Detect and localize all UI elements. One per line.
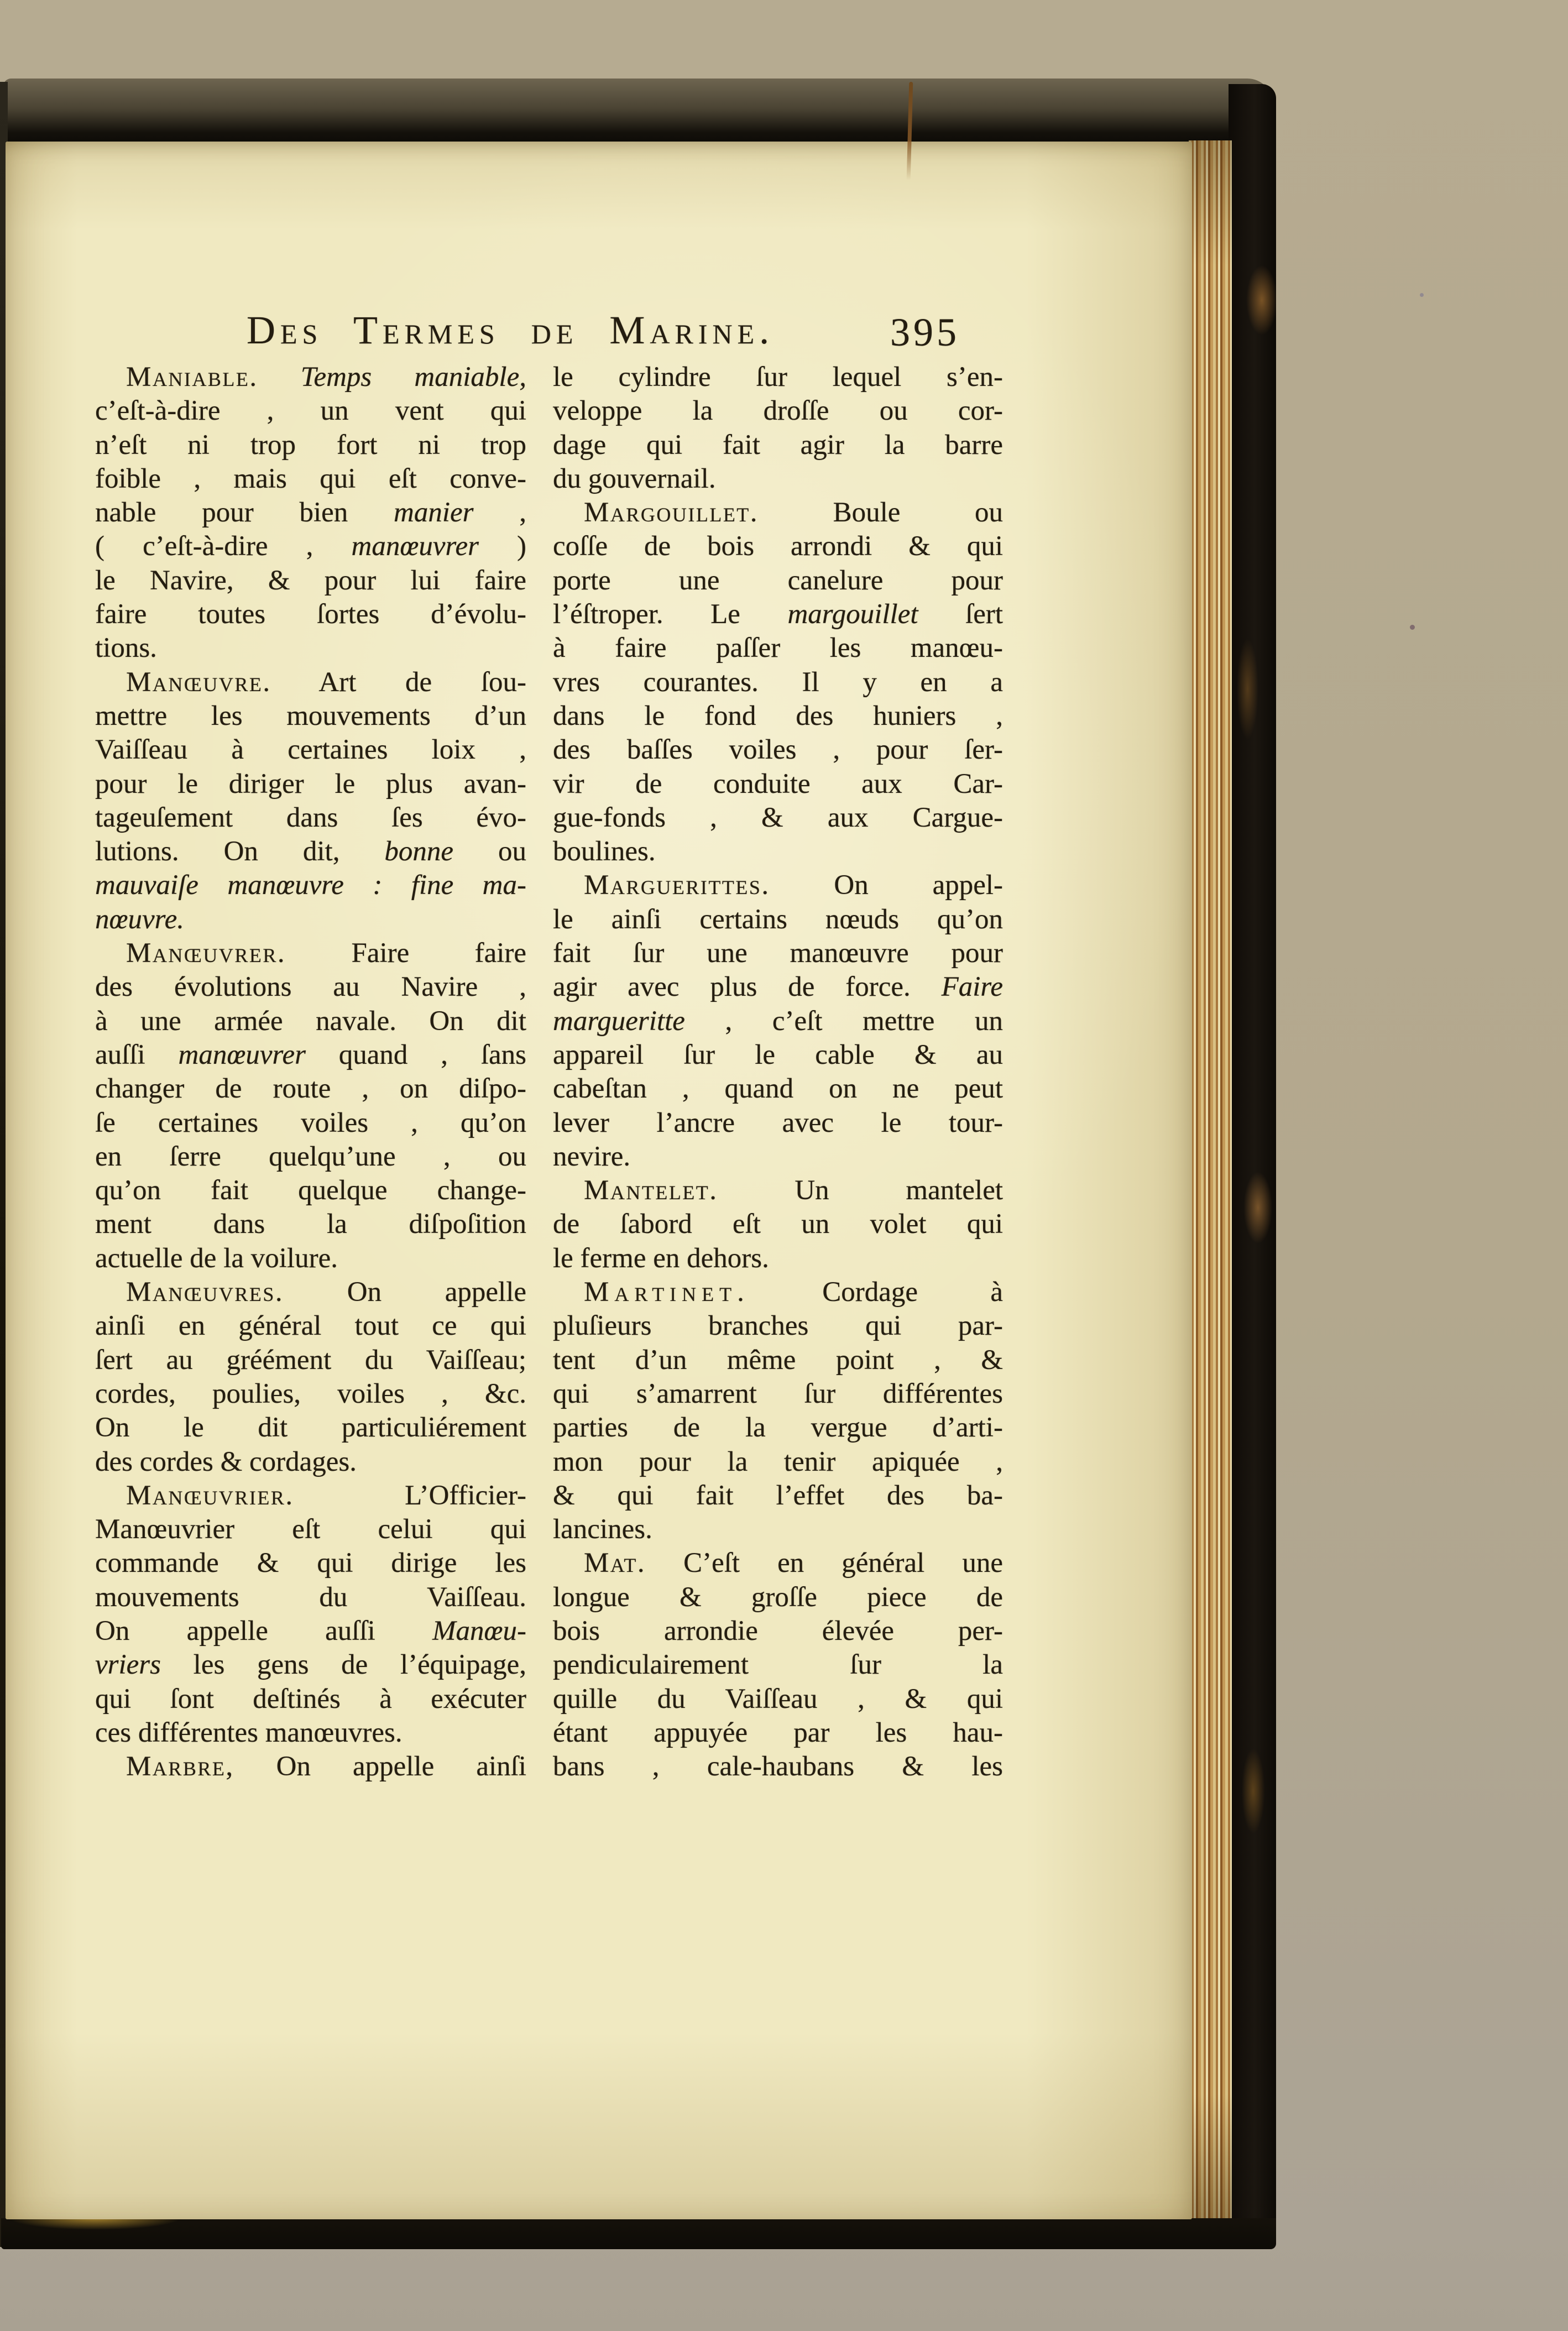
text-line bbox=[553, 1614, 1003, 1648]
text-segment: étant appuyée par les hau- bbox=[553, 1717, 1003, 1748]
text-segment: On appelle bbox=[284, 1277, 526, 1308]
text-line bbox=[553, 1581, 1003, 1614]
text-segment: lever l’ancre avec le tour- bbox=[553, 1107, 1003, 1138]
text-segment: Faire bbox=[941, 971, 1003, 1003]
text-line bbox=[553, 835, 1003, 869]
text-segment: vriers bbox=[95, 1649, 161, 1681]
text-segment: les gens de l’équipage, bbox=[160, 1649, 526, 1681]
text-line bbox=[95, 1648, 526, 1682]
text-segment: changer de route , on diſpo- bbox=[95, 1073, 526, 1105]
text-segment: ainſi en général tout ce qui bbox=[95, 1310, 526, 1342]
text-line bbox=[553, 1546, 1003, 1580]
text-segment: commande & qui dirige les bbox=[95, 1548, 526, 1579]
text-segment: bonne bbox=[384, 836, 454, 867]
text-segment: manier bbox=[394, 497, 474, 529]
text-segment: ) bbox=[478, 531, 526, 562]
text-segment: Boule ou bbox=[759, 497, 1003, 529]
headword: Mat. bbox=[584, 1548, 646, 1579]
text-column-right bbox=[553, 360, 1003, 1784]
text-line bbox=[95, 869, 526, 902]
text-segment: à faire paſſer les manœu- bbox=[553, 633, 1003, 664]
text-segment: L’Officier- bbox=[294, 1480, 526, 1511]
text-line bbox=[553, 1309, 1003, 1343]
text-segment: porte une canelure pour bbox=[553, 565, 1003, 596]
text-line bbox=[553, 1750, 1003, 1784]
text-line bbox=[95, 530, 526, 563]
text-line bbox=[553, 1276, 1003, 1309]
paper-speck bbox=[1410, 625, 1415, 630]
text-segment: , bbox=[473, 497, 527, 529]
text-segment: Cordage à bbox=[749, 1277, 1003, 1308]
text-line bbox=[95, 360, 526, 394]
text-line bbox=[95, 1377, 526, 1411]
text-segment: margueritte bbox=[553, 1005, 685, 1037]
text-line bbox=[95, 1106, 526, 1140]
text-line bbox=[95, 970, 526, 1004]
text-line bbox=[95, 1513, 526, 1546]
text-line bbox=[95, 1208, 526, 1241]
text-line bbox=[553, 1682, 1003, 1716]
text-segment: coſſe de bois arrondi & qui bbox=[553, 531, 1003, 562]
text-segment: nable pour bien bbox=[95, 497, 394, 529]
text-segment: à une armée navale. On dit bbox=[95, 1005, 526, 1037]
text-segment: des évolutions au Navire , bbox=[95, 971, 526, 1003]
text-line bbox=[95, 1682, 526, 1716]
text-line bbox=[95, 1038, 526, 1072]
text-line bbox=[95, 564, 526, 598]
text-segment: pluſieurs branches qui par- bbox=[553, 1310, 1003, 1342]
text-line bbox=[95, 767, 526, 801]
text-segment: Faire faire bbox=[286, 938, 526, 969]
text-line bbox=[553, 1174, 1003, 1208]
text-segment: ( c’eſt-à-dire , bbox=[95, 531, 352, 562]
text-segment: mon pour la tenir apiquée , bbox=[553, 1446, 1003, 1477]
text-segment: cabeſtan , quand on ne peut bbox=[553, 1073, 1003, 1105]
text-line bbox=[553, 970, 1003, 1004]
headword: Martinet. bbox=[584, 1277, 750, 1308]
text-segment: pendiculairement ſur la bbox=[553, 1649, 1003, 1681]
text-segment: tions. bbox=[95, 633, 157, 664]
text-line bbox=[553, 1038, 1003, 1072]
text-line bbox=[95, 428, 526, 462]
text-line bbox=[95, 1581, 526, 1614]
text-line bbox=[553, 1344, 1003, 1377]
text-column-left bbox=[95, 360, 526, 1784]
text-segment: , c’eſt mettre un bbox=[684, 1005, 1003, 1037]
text-segment: c’eſt-à-dire , un vent qui bbox=[95, 395, 526, 427]
text-segment: boulines. bbox=[553, 836, 656, 867]
text-segment: appareil ſur le cable & au bbox=[553, 1039, 1003, 1070]
text-line bbox=[553, 1513, 1003, 1546]
text-segment: On le dit particuliérement bbox=[95, 1412, 526, 1444]
text-segment: ment dans la diſpoſition bbox=[95, 1209, 526, 1240]
book-page bbox=[6, 142, 1192, 2219]
text-segment: ſe certaines voiles , qu’on bbox=[95, 1107, 526, 1138]
text-line bbox=[553, 1072, 1003, 1106]
text-segment: Art de ſou- bbox=[271, 666, 526, 698]
text-segment: lutions. On dit, bbox=[95, 836, 385, 867]
text-segment: mauvaiſe manœuvre : fine ma- bbox=[95, 870, 526, 901]
text-line bbox=[95, 666, 526, 699]
text-segment: longue & groſſe piece de bbox=[553, 1581, 1003, 1613]
text-segment: Un mantelet bbox=[718, 1175, 1003, 1206]
text-line bbox=[553, 767, 1003, 801]
text-segment: C’eſt en général une bbox=[646, 1548, 1003, 1579]
text-segment: auſſi bbox=[95, 1039, 179, 1070]
text-line bbox=[95, 1614, 526, 1648]
headword: Maniable. bbox=[126, 362, 258, 393]
text-line bbox=[553, 462, 1003, 496]
text-line bbox=[95, 1479, 526, 1513]
text-line bbox=[95, 1716, 526, 1750]
text-segment: qui s’amarrent ſur différentes bbox=[553, 1378, 1003, 1409]
text-line bbox=[553, 1377, 1003, 1411]
text-segment: actuelle de la voilure. bbox=[95, 1242, 338, 1274]
text-segment: & qui fait l’effet des ba- bbox=[553, 1480, 1003, 1511]
text-segment: du gouvernail. bbox=[553, 463, 716, 494]
text-segment: manœuvrer bbox=[178, 1039, 306, 1070]
text-segment: mouvements du Vaiſſeau. bbox=[95, 1581, 526, 1613]
text-line bbox=[95, 1242, 526, 1276]
text-line bbox=[553, 666, 1003, 699]
text-line bbox=[553, 699, 1003, 733]
text-segment: ou bbox=[453, 836, 527, 867]
headword: Manœuvrier. bbox=[126, 1480, 294, 1511]
text-line bbox=[553, 1106, 1003, 1140]
text-segment: le Navire, & pour lui faire bbox=[95, 565, 526, 596]
text-segment: mettre les mouvements d’un bbox=[95, 700, 526, 731]
headword: Manœuvre. bbox=[126, 666, 271, 698]
text-line bbox=[553, 394, 1003, 428]
text-line bbox=[553, 1479, 1003, 1513]
page-number: 395 bbox=[890, 310, 960, 354]
book-cover-right-edge bbox=[1229, 84, 1276, 2245]
text-segment: ſert au gréément du Vaiſſeau; bbox=[95, 1344, 526, 1376]
text-line bbox=[553, 496, 1003, 530]
text-segment: On appel- bbox=[770, 870, 1003, 901]
text-segment: de ſabord eſt un volet qui bbox=[553, 1209, 1003, 1240]
text-line bbox=[95, 1445, 526, 1479]
text-segment: des cordes & cordages. bbox=[95, 1446, 357, 1477]
text-line bbox=[553, 530, 1003, 563]
text-line bbox=[553, 631, 1003, 665]
text-segment: Manœuvrier eſt celui qui bbox=[95, 1514, 526, 1545]
text-segment: vres courantes. Il y en a bbox=[553, 666, 1003, 698]
text-line bbox=[553, 903, 1003, 937]
text-segment: nevire. bbox=[553, 1141, 631, 1172]
text-line bbox=[95, 801, 526, 835]
text-segment: bans , cale-haubans & les bbox=[553, 1751, 1003, 1783]
text-line bbox=[95, 462, 526, 496]
text-segment: lancines. bbox=[553, 1514, 652, 1545]
book-cover-bottom-edge bbox=[1, 2218, 1276, 2249]
text-segment: des baſſes voiles , pour ſer- bbox=[553, 734, 1003, 766]
headword: Marguerittes. bbox=[584, 870, 770, 901]
text-segment: gue-fonds , & aux Cargue- bbox=[553, 802, 1003, 833]
text-segment: On appelle ainſi bbox=[234, 1751, 526, 1783]
text-segment: tageuſement dans ſes évo- bbox=[95, 802, 526, 833]
text-line bbox=[553, 1445, 1003, 1479]
text-segment: n’eſt ni trop fort ni trop bbox=[95, 429, 526, 461]
text-segment: manœuvrer bbox=[351, 531, 479, 562]
text-line bbox=[95, 1750, 526, 1784]
running-header-title: Des Termes de Marine. bbox=[247, 308, 775, 352]
text-line bbox=[95, 1411, 526, 1445]
text-segment: quand , ſans bbox=[305, 1039, 526, 1070]
text-segment: foible , mais qui eſt conve- bbox=[95, 463, 526, 494]
text-line bbox=[95, 1344, 526, 1377]
headword: Marbre, bbox=[126, 1751, 234, 1783]
text-segment: veloppe la droſſe ou cor- bbox=[553, 395, 1003, 427]
text-segment: Temps maniable, bbox=[258, 362, 526, 393]
text-line bbox=[553, 428, 1003, 462]
text-segment: dans le fond des huniers , bbox=[553, 700, 1003, 731]
text-segment: dage qui fait agir la barre bbox=[553, 429, 1003, 461]
text-line bbox=[553, 1208, 1003, 1241]
headword: Manœuvrer. bbox=[126, 938, 286, 969]
text-line bbox=[95, 496, 526, 530]
text-segment: Manœu- bbox=[432, 1615, 526, 1647]
text-line bbox=[553, 1242, 1003, 1276]
text-line bbox=[553, 1716, 1003, 1750]
text-line bbox=[553, 733, 1003, 767]
text-segment: le ainſi certains nœuds qu’on bbox=[553, 903, 1003, 935]
text-segment: Vaiſſeau à certaines loix , bbox=[95, 734, 526, 766]
headword: Manœuvres. bbox=[126, 1277, 284, 1308]
text-line bbox=[95, 699, 526, 733]
text-line bbox=[553, 1140, 1003, 1174]
text-line bbox=[553, 1005, 1003, 1038]
text-line bbox=[553, 801, 1003, 835]
text-line bbox=[95, 1005, 526, 1038]
text-segment: faire toutes ſortes d’évolu- bbox=[95, 599, 526, 630]
text-segment: On appelle auſſi bbox=[95, 1615, 433, 1647]
text-segment: pour le diriger le plus avan- bbox=[95, 768, 526, 799]
text-segment: bois arrondie élevée per- bbox=[553, 1615, 1003, 1647]
text-line bbox=[553, 937, 1003, 970]
text-segment: le ferme en dehors. bbox=[553, 1242, 769, 1274]
text-segment: vir de conduite aux Car- bbox=[553, 768, 1003, 799]
text-line bbox=[553, 1648, 1003, 1682]
text-line bbox=[95, 1309, 526, 1343]
text-line bbox=[553, 598, 1003, 631]
paper-speck bbox=[1420, 293, 1424, 297]
text-segment: en ſerre quelqu’une , ou bbox=[95, 1141, 526, 1172]
text-segment: qui ſont deſtinés à exécuter bbox=[95, 1683, 526, 1715]
text-line bbox=[95, 1276, 526, 1309]
text-segment: qu’on fait quelque change- bbox=[95, 1175, 526, 1206]
text-segment: agir avec plus de force. bbox=[553, 971, 942, 1003]
text-line bbox=[95, 1546, 526, 1580]
text-line bbox=[553, 564, 1003, 598]
text-line bbox=[95, 631, 526, 665]
text-segment: fait ſur une manœuvre pour bbox=[553, 938, 1003, 969]
text-line bbox=[553, 1411, 1003, 1445]
text-segment: ſert bbox=[918, 599, 1003, 630]
text-line bbox=[95, 733, 526, 767]
text-line bbox=[95, 1174, 526, 1208]
text-line bbox=[95, 1140, 526, 1174]
headword: Mantelet. bbox=[584, 1175, 718, 1206]
text-segment: ces différentes manœuvres. bbox=[95, 1717, 403, 1748]
text-line bbox=[553, 360, 1003, 394]
text-line bbox=[95, 903, 526, 937]
book-cover-top-edge bbox=[3, 79, 1273, 146]
text-segment: tent d’un même point , & bbox=[553, 1344, 1003, 1376]
text-segment: cordes, poulies, voiles , &c. bbox=[95, 1378, 526, 1409]
text-line bbox=[95, 937, 526, 970]
text-segment: le cylindre ſur lequel s’en- bbox=[553, 362, 1003, 393]
text-segment: nœuvre. bbox=[95, 903, 184, 935]
text-line bbox=[95, 394, 526, 428]
text-segment: l’éſtroper. Le bbox=[553, 599, 788, 630]
text-line bbox=[95, 598, 526, 631]
headword: Margouillet. bbox=[584, 497, 759, 529]
text-line bbox=[553, 869, 1003, 902]
text-segment: margouillet bbox=[787, 599, 918, 630]
text-line bbox=[95, 1072, 526, 1106]
text-segment: quille du Vaiſſeau , & qui bbox=[553, 1683, 1003, 1715]
text-line bbox=[95, 835, 526, 869]
text-segment: parties de la vergue d’arti- bbox=[553, 1412, 1003, 1444]
page-stack-fore-edge bbox=[1189, 140, 1232, 2219]
